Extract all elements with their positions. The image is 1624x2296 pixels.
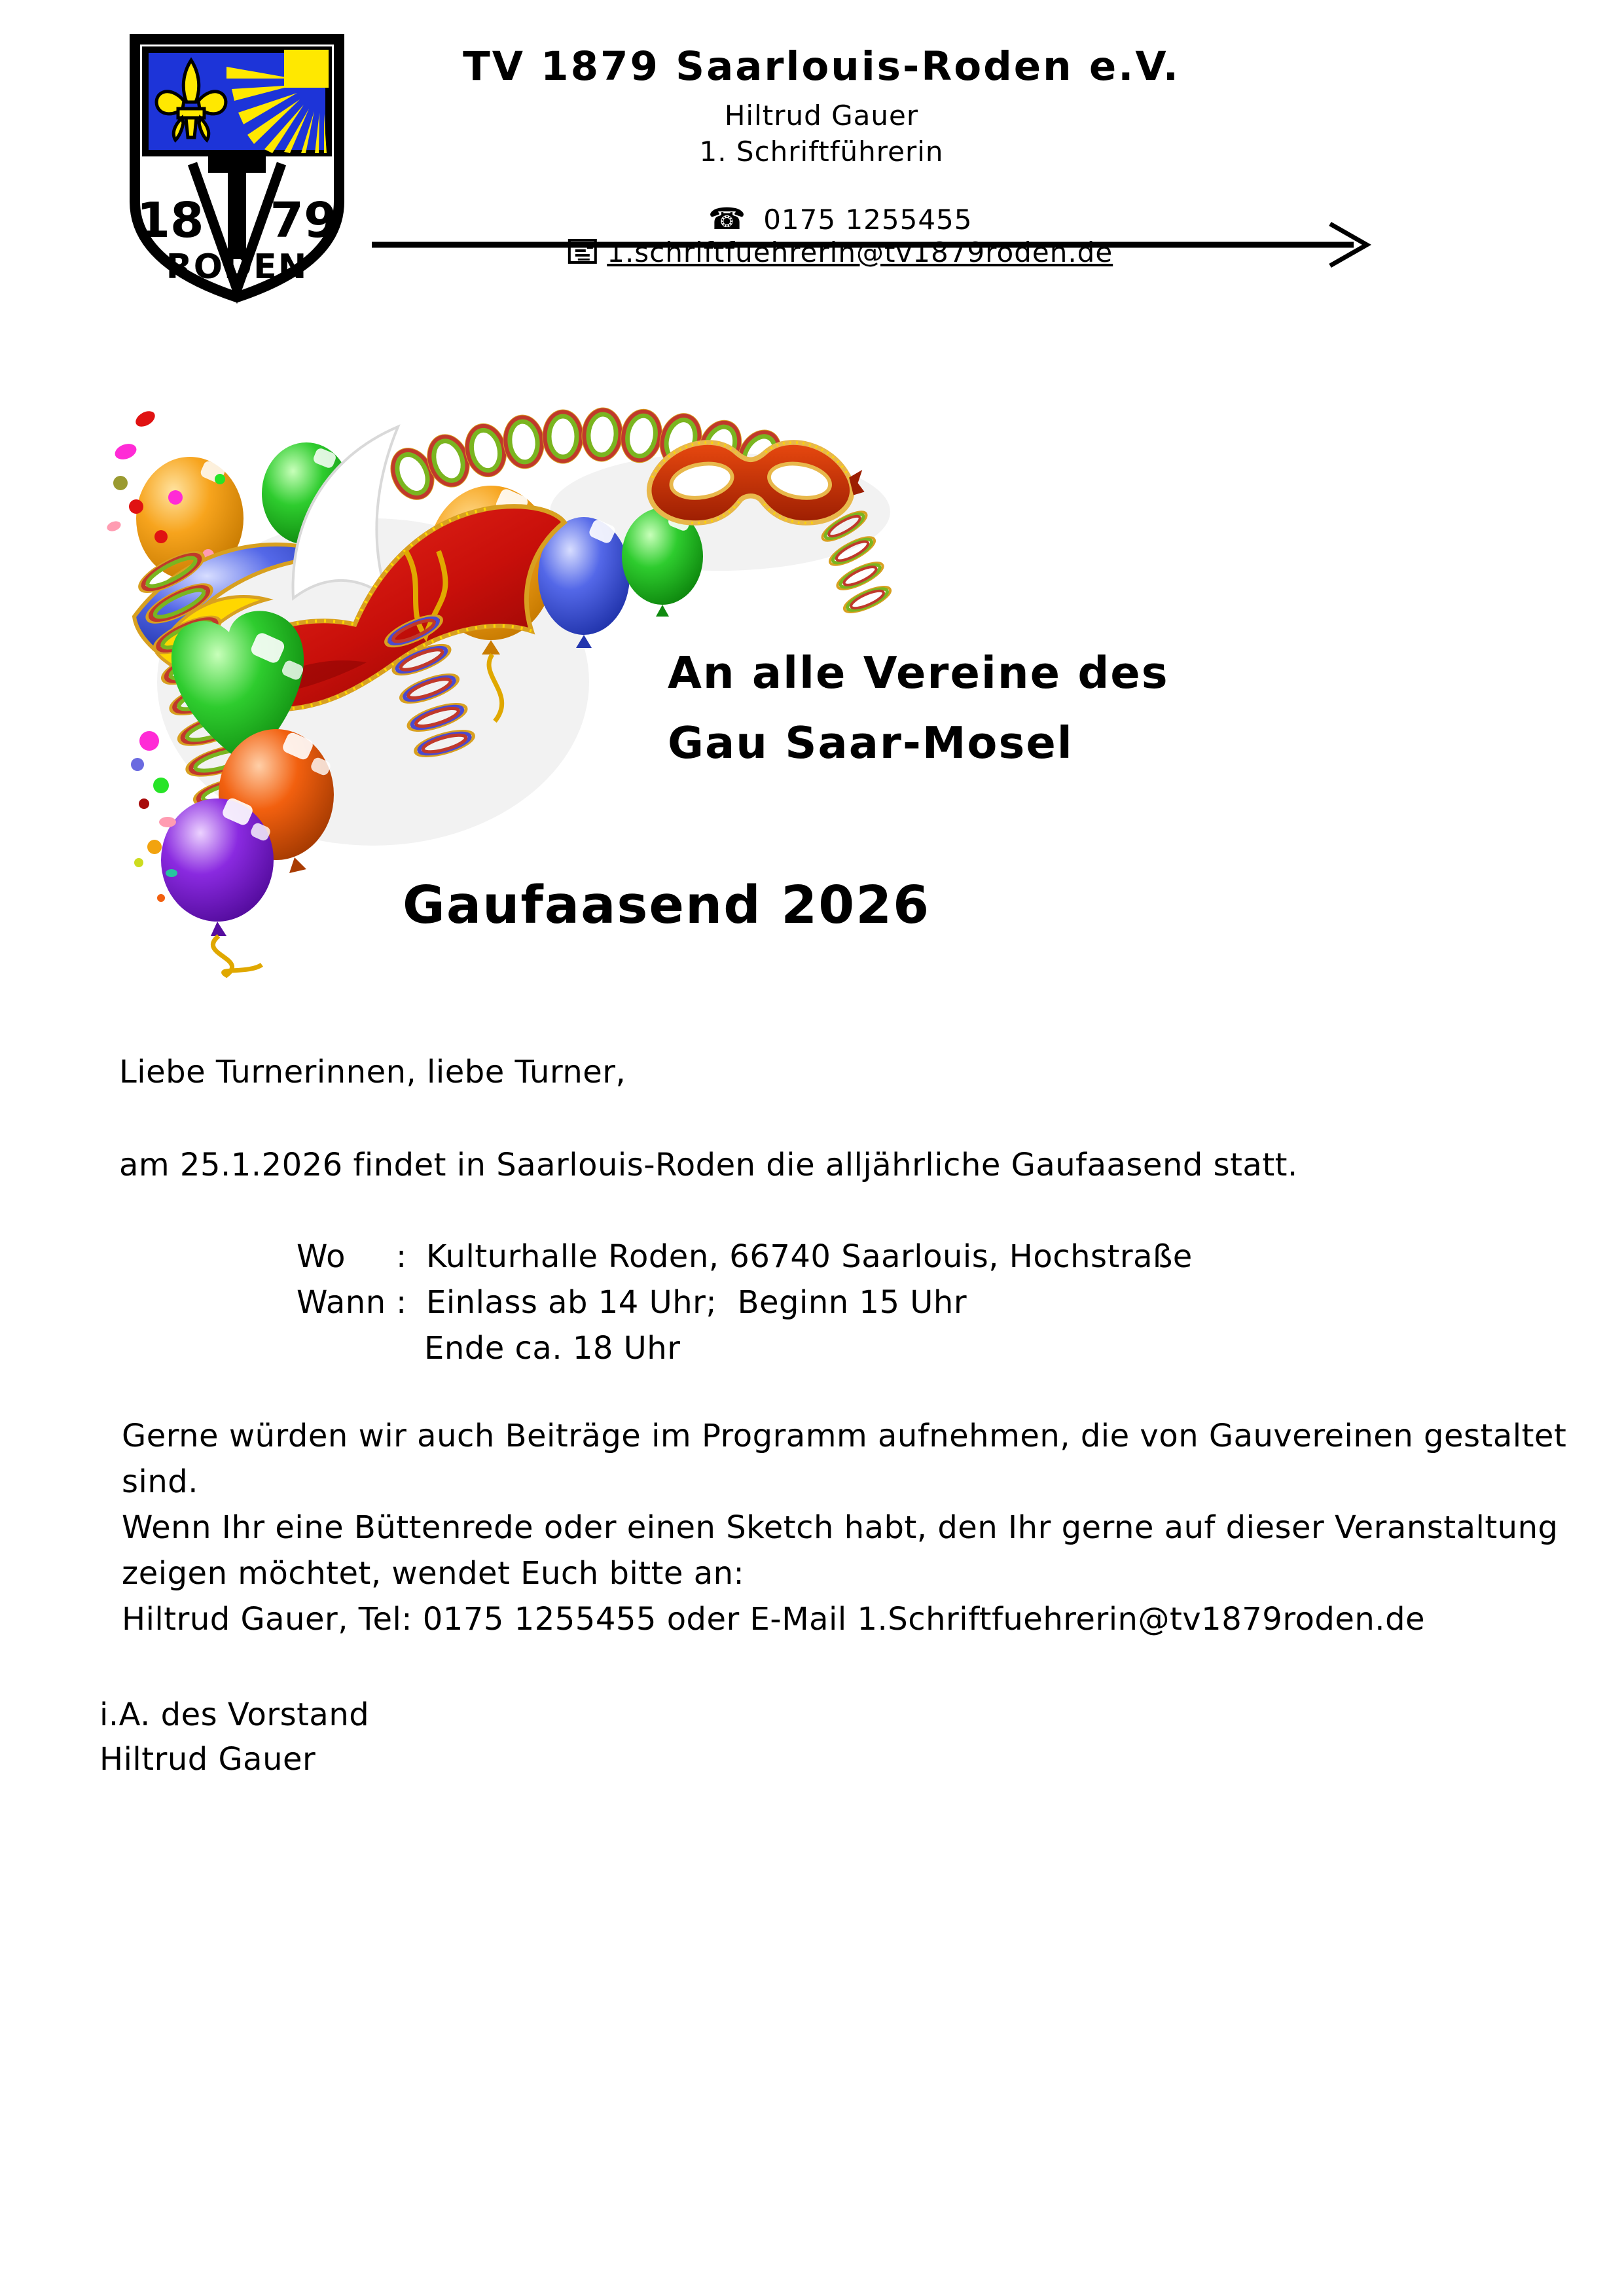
club-logo (128, 33, 346, 304)
balloon-string-curl (213, 936, 262, 975)
logo-year-right: 79 (270, 192, 338, 249)
divider-arrow (353, 216, 1381, 272)
where-colon: : (396, 1238, 407, 1275)
salutation: Liebe Turnerinnen, liebe Turner, (119, 1054, 626, 1090)
org-title: TV 1879 Saarlouis-Roden e.V. (463, 43, 1180, 90)
when-end-line: Ende ca. 18 Uhr (424, 1330, 681, 1367)
when-row (297, 1284, 967, 1321)
when-colon: : (396, 1284, 407, 1321)
signoff-role: i.A. des Vorstand (99, 1696, 370, 1733)
paragraph-line: zeigen möchtet, wendet Euch bitte an: (122, 1555, 745, 1592)
recipient-line-2: Gau Saar-Mosel (668, 717, 1074, 768)
intro-line: am 25.1.2026 findet in Saarlouis-Roden die alljährliche Gaufaasend statt. (119, 1147, 1298, 1183)
balloon-purple (161, 797, 274, 975)
subject-line: Gaufaasend 2026 (403, 875, 931, 935)
phone-number: 0175 1255455 (763, 204, 973, 236)
paragraph-line: Wenn Ihr eine Büttenrede oder einen Sketch habt, den Ihr gerne auf dieser Veranstaltung (122, 1509, 1559, 1546)
logo-year-left: 18 (136, 192, 204, 249)
contact-name: Hiltrud Gauer (724, 99, 919, 132)
signoff-name: Hiltrud Gauer (99, 1741, 316, 1778)
where-value: Kulturhalle Roden, 66740 Saarlouis, Hochstraße (426, 1238, 1193, 1275)
where-row (297, 1238, 1193, 1275)
paragraph-line: sind. (122, 1463, 198, 1500)
email-link[interactable]: 1.schriftfuehrerin@tv1879roden.de (607, 236, 1113, 268)
recipient-line-1: An alle Vereine des (668, 647, 1169, 698)
paragraph-line: Gerne würden wir auch Beiträge im Programm aufnehmen, die von Gauvereinen gestaltet (122, 1418, 1567, 1454)
paragraph-line: Hiltrud Gauer, Tel: 0175 1255455 oder E-Mail 1.Schriftfuehrerin@tv1879roden.de (122, 1601, 1426, 1638)
when-label: Wann (297, 1284, 386, 1321)
contact-role: 1. Schriftführerin (699, 135, 944, 168)
where-label: Wo (297, 1238, 346, 1275)
when-value: Einlass ab 14 Uhr; Beginn 15 Uhr (426, 1284, 967, 1321)
logo-town: RODEN (166, 247, 308, 287)
phone-icon: ☎ (708, 201, 747, 236)
